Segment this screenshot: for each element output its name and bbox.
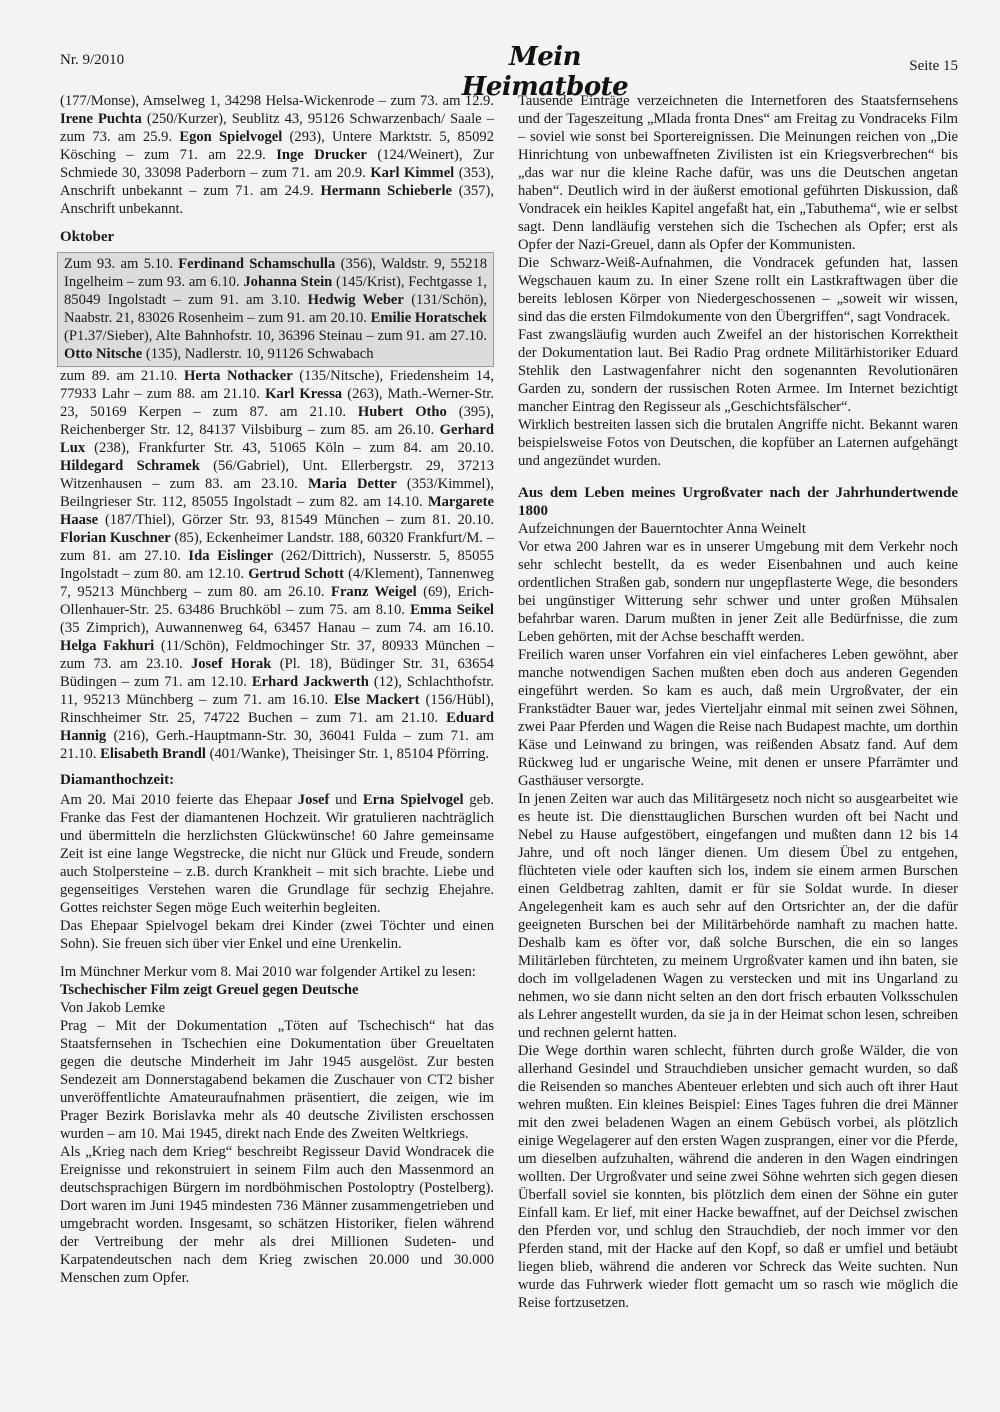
- issue-number: Nr. 9/2010: [60, 52, 125, 68]
- text-run: und: [329, 792, 363, 808]
- text-run: (353), Anschrift unbekannt – zum 71. am 24.9.: [60, 165, 494, 199]
- person-name: Emilie Horatschek: [370, 310, 487, 326]
- person-name: Helga Fakhuri: [60, 638, 155, 654]
- person-name: Erna Spielvogel: [362, 792, 464, 808]
- article-paragraph: Als „Krieg nach dem Krieg“ beschreibt Regisseur David Wondracek die Ereignisse und rekonstruiert in seinem Film auch den Massenmord an deutschsprachigen Bürgern im nordböhmischen Postoloptry (Postelberg). Dort waren im Juni 1945 mindesten 736 Männer zusammengetrieben und umgebracht worden. Insgesamt, so schätzen Historiker, fielen während der Vertreibung der mehr als drei Millionen Sudeten- und Karpatendeutschen nach dem Krieg zwischen 20.000 und 30.000 Menschen zum Opfer.: [60, 1144, 494, 1286]
- person-name: Karl Kimmel: [370, 165, 455, 181]
- story-heading: Aus dem Leben meines Urgroßvater nach der Jahrhundertwende 1800: [518, 485, 958, 519]
- person-name: Elisabeth Brandl: [100, 746, 206, 762]
- person-name: Maria Detter: [307, 476, 397, 492]
- person-name: Erhard Jackwerth: [251, 674, 369, 690]
- text-run: zum 89. am 21.10.: [60, 368, 184, 384]
- text-run: (124/Weinert), Zur Schmiede 30, 33098 Paderborn – zum 71. am 20.9.: [60, 147, 494, 181]
- person-name: Egon Spielvogel: [179, 129, 283, 145]
- person-name: Otto Nitsche: [64, 346, 143, 362]
- text-run: (Pl. 18), Büdinger Str. 31, 63654 Büdingen – zum 71. am 12.10.: [60, 656, 494, 690]
- article-title: Tschechischer Film zeigt Greuel gegen Deutsche: [60, 982, 359, 998]
- text-run: (395), Reichenberger Str. 12, 84137 Vilsbiburg – zum 85. am 26.10.: [60, 404, 494, 438]
- text-run: Am 20. Mai 2010 feierte das Ehepaar: [60, 792, 298, 808]
- right-column: [518, 92, 958, 1312]
- story-subheading: Aufzeichnungen der Bauerntochter Anna Weinelt: [518, 521, 806, 537]
- text-run: (250/Kurzer), Seublitz 43, 95126 Schwarzenbach/ Saale – zum 73. am 25.9.: [60, 111, 494, 145]
- person-name: Eduard Hannig: [60, 710, 494, 744]
- text-run: (353/Kimmel), Beilngrieser Str. 112, 85055 Ingolstadt – zum 82. am 14.10.: [60, 476, 494, 510]
- highlight-box-oktober: [57, 252, 494, 367]
- person-name: Hermann Schieberle: [320, 183, 453, 199]
- text-run: (56/Gabriel), Unt. Ellerbergstr. 29, 37213 Witzenhausen – zum 83. am 23.10.: [60, 458, 494, 492]
- text-run: (85), Eckenheimer Landstr. 188, 60320 Frankfurt/M. – zum 81. am 27.10.: [60, 530, 495, 564]
- person-name: Karl Kressa: [265, 386, 343, 402]
- person-name: Margarete Haase: [60, 494, 494, 528]
- text-run: geb. Franke das Fest der diamantenen Hochzeit. Wir gratulieren nachträglich und übermitteln die herzlichsten Glückwünsche! 60 Jahre gemeinsame Zeit ist eine lange Wegstrecke, die nicht nur Glück und Freude, sondern auch Stolpersteine – z.B. durch Krankheit – mit sich brachte. Liebe und gegenseitiges Verstehen waren die Grundlage für sechzig Ehejahre. Gottes reichster Segen möge Euch weiterhin begleiten.: [60, 792, 495, 916]
- text-run: (4/Klement), Tannenweg 7, 95213 Münchberg – zum 80. am 26.10.: [60, 566, 494, 600]
- person-name: Hedwig Weber: [307, 292, 404, 308]
- text-run: (262/Dittrich), Nusserstr. 5, 85055 Ingolstadt – zum 80. am 12.10.: [60, 548, 494, 582]
- text-run: (131/Schön), Naabstr. 21, 83026 Rosenheim – zum 91. am 20.10.: [64, 292, 487, 326]
- story-paragraph: Freilich waren unser Vorfahren ein viel einfacheres Leben gewöhnt, aber manche notwendigen Sachen mußten eben doch aus anderen Gegenden eingeführt werden. So kam es auch, daß mein Urgroßvater, der ein Frankstädter Bauer war, jedes Vierteljahr einmal mit seinen zwei Söhnen, zwei Paar Pferden und Wagen die Reise nach Budapest machte, um dorthin Käse und Leinwand zu bringen, was reißenden Absatz fand. Auf dem Rückweg lud er ungarische Weine, mit denen er unsere Pfarrämter und Gasthäuser versorgte.: [518, 647, 958, 789]
- person-name: Ferdinand Schamschulla: [178, 256, 336, 272]
- text-run: (356), Waldstr. 9, 55218 Ingelheim – zum 93. am 6.10.: [64, 256, 488, 290]
- article-paragraph: Wirklich bestreiten lassen sich die brutalen Angriffe nicht. Bekannt waren beispielsweise Fotos von Deutschen, die kopfüber an Laternen aufgehängt und angezündet wurden.: [518, 417, 958, 469]
- story-paragraph: Die Wege dorthin waren schlecht, führten durch große Wälder, die von allerhand Gesindel und Strauchdieben unsicher gemacht wurden, so daß die Reisenden so manches Abenteuer erlebten und sich auch oft ihrer Haut wehren mußten. Ein kleines Beispiel: Eines Tages fuhren die drei Männer mit den zwei beladenen Wagen an einem Gebüsch vorbei, als plötzlich einige Wegelagerer auf den ersten Wagen zusprangen, einer vor die Pferde, um dieselben aufzuhalten, während die anderen in den Wagen eindringen wollten. Der Urgroßvater und seine zwei Söhne wehrten sich gegen diesen Überfall soviel sie konnten, bis plötzlich dem einen der Söhne ein guter Einfall kam. Er lief, mit einer Hacke bewaffnet, auf der Deichsel zwischen den Pferden vor, und schlug den Strauchdieb, der noch immer vor den Pferden stand, mit der Hacke auf den Kopf, so daß er umfiel und betäubt liegen blieb, während die anderen vor Schreck das Weite suchten. Nun wurde das Fuhrwerk wieder flott gemacht um so rasch wie möglich die Reise fortzusetzen.: [518, 1043, 958, 1311]
- text-run: (35 Zimprich), Auwannenweg 64, 63457 Hanau – zum 74. am 16.10.: [60, 620, 494, 636]
- text-run: (401/Wanke), Theisinger Str. 1, 85104 Pförring.: [205, 746, 490, 762]
- person-name: Gerhard Lux: [60, 422, 494, 456]
- text-run: (12), Schlachthofstr. 11, 95213 Münchberg – zum 71. am 16.10.: [60, 674, 495, 708]
- page-number: Seite 15: [909, 58, 958, 74]
- person-name: Johanna Stein: [243, 274, 333, 290]
- masthead-logo: Mein Heimatbote: [461, 42, 629, 102]
- text-run: (187/Thiel), Görzer Str. 93, 81549 München – zum 81. 20.10.: [98, 512, 494, 528]
- person-name: Josef Horak: [190, 656, 272, 672]
- left-column: [60, 92, 494, 1287]
- text-run: (293), Untere Marktstr. 5, 85092 Kösching – zum 71. am 22.9.: [60, 129, 494, 163]
- person-name: Emma Seikel: [410, 602, 494, 618]
- birthday-list-september: [60, 92, 494, 218]
- text-run: Zum 93. am 5.10.: [64, 256, 179, 272]
- text-run: (135/Nitsche), Friedensheim 14, 77933 Lahr – zum 88. am 21.10.: [60, 368, 494, 402]
- article-intro: Im Münchner Merkur vom 8. Mai 2010 war folgender Artikel zu lesen:: [60, 964, 476, 980]
- text-run: (11/Schön), Feldmochinger Str. 37, 80933 München – zum 73. am 23.10.: [60, 638, 495, 672]
- text-run: (69), Erich-Ollenhauer-Str. 25. 63486 Bruchköbl – zum 75. am 8.10.: [60, 584, 494, 618]
- person-name: Irene Puchta: [60, 111, 142, 127]
- person-name: Franz Weigel: [331, 584, 417, 600]
- story-paragraph: Vor etwa 200 Jahren war es in unserer Umgebung mit dem Verkehr noch sehr schlecht bestellt, da es weder Eisenbahnen und auch keine ordentlichen Straßen gab, sondern nur ungepflasterte Wege, die besonders bei ungünstiger Witterung sehr schwer und unter großen Mühsalen befahrbar waren. Darum mußten in jener Zeit alle Bedürfnisse, die zum Leben gehörten, mit der Achse beschafft werden.: [518, 539, 958, 645]
- text-run: (238), Frankfurter Str. 43, 51065 Köln – zum 84. am 20.10.: [85, 440, 494, 456]
- text-run: (216), Gerh.-Hauptmann-Str. 30, 36041 Fulda – zum 71. am 21.10.: [60, 728, 494, 762]
- text-run: (145/Krist), Fechtgasse 1, 85049 Ingolstadt – zum 91. am 3.10.: [64, 274, 487, 308]
- birthday-list-oktober: [60, 367, 494, 763]
- text-run: (177/Monse), Amselweg 1, 34298 Helsa-Wickenrode – zum 73. am 12.9.: [60, 93, 494, 109]
- diamanthochzeit-text: [60, 791, 494, 917]
- story-paragraph: In jenen Zeiten war auch das Militärgesetz noch nicht so ausgearbeitet wie es heute ist. Die diensttauglichen Burschen wurden oft bei Nacht und Nebel zu Hause aufgestöbert, eingefangen und mußten dann 12 bis 14 Jahre, und oft noch länger dienen. Um diesem Übel zu entgehen, flüchteten viele oder kauften sich los, indem sie einem armen Burschen einen Geldbetrag zahlten, damit er für sie Soldat wurde. In dieser Angelegenheit kam es auch sehr auf den Ortsrichter an, der die dafür geeigneten Burschen bei der Militärbehörde namhaft zu machen hatte. Deshalb kam es öfter vor, daß solche Burschen, die ein so langes Militärleben fürchteten, zu meinem Urgroßvater kamen und ihn baten, sie doch im vollgeladenen Wagen zu verstecken und mit ins Ungarland zu nehmen, wo sie dann nicht selten an den dort frisch erbauten Volksschulen als Lehrer angestellt wurden, da sie ja in der Heimat schon lesen, schreiben und rechnen gelernt hatten.: [518, 791, 958, 1041]
- person-name: Inge Drucker: [276, 147, 367, 163]
- person-name: Hubert Otho: [357, 404, 447, 420]
- text-run: (P1.37/Sieber), Alte Bahnhofstr. 10, 36396 Steinau – zum 91. am 27.10.: [64, 328, 487, 344]
- diamanthochzeit-children: Das Ehepaar Spielvogel bekam drei Kinder (zwei Töchter und einen Sohn). Sie freuen sich über vier Enkel und eine Urenkelin.: [60, 918, 494, 952]
- text-run: (156/Hübl), Rinschheimer Str. 25, 74722 Buchen – zum 71. am 21.10.: [60, 692, 494, 726]
- article-paragraph: Fast zwangsläufig wurden auch Zweifel an der historischen Korrektheit der Dokumentation laut. Bei Radio Prag ordnete Militärhistoriker Eduard Stehlik den Lastwagenfahrer nicht den sogenannten Revolutionären Garden zu, sondern der russischen Roten Armee. Im Internet bezichtigt mancher Eintrag den Regisseur als „Geschichtsfälscher“.: [518, 327, 958, 415]
- person-name: Ida Eislinger: [188, 548, 274, 564]
- article-paragraph: Die Schwarz-Weiß-Aufnahmen, die Vondracek gefunden hat, lassen Wegschauen kaum zu. In einer Szene rollt ein Lastkraftwagen über die bereits leblosen Körper von Niedergeschossenen – „soweit wir wissen, sind das die ersten Filmdokumente von den Übergriffen“, sagt Vondracek.: [518, 255, 958, 325]
- person-name: Florian Kuschner: [60, 530, 171, 546]
- text-run: (135), Nadlerstr. 10, 91126 Schwabach: [142, 346, 374, 362]
- text-run: (357), Anschrift unbekannt.: [60, 183, 494, 217]
- person-name: Gertrud Schott: [248, 566, 344, 582]
- article-byline: Von Jakob Lemke: [60, 1000, 166, 1016]
- person-name: Herta Nothacker: [183, 368, 293, 384]
- spacer: [60, 953, 494, 963]
- section-heading-diamanthochzeit: Diamanthochzeit:: [60, 772, 175, 788]
- text-run: (263), Math.-Werner-Str. 23, 50169 Kerpen – zum 87. am 21.10.: [60, 386, 494, 420]
- person-name: Hildegard Schramek: [60, 458, 200, 474]
- article-paragraph: Tausende Einträge verzeichneten die Internetforen des Staatsfernsehens und der Tageszeitung „Mlada fronta Dnes“ am Freitag zu Vondraceks Film – soviel wie sonst bei Sportereignissen. Die Meinungen reichen von „Die Hinrichtung von unbewaffneten Zivilisten ist ein Kriegsverbrechen“ bis „das war nur die kleine Rache dafür, was uns die Deutschen angetan haben“. Deutlich wird in der äußerst emotional geführten Diskussion, daß Vondracek ein heikles Kapitel angefaßt hat, ein „Tabuthema“, wie er selbst sagt. Denn landläufig verstehen sich die Tschechen als Opfer; erst als Opfer der Nazi-Greuel, dann als Opfer der Kommunisten.: [518, 93, 958, 253]
- article-paragraph: Prag – Mit der Dokumentation „Töten auf Tschechisch“ hat das Staatsfernsehen in Tschechien eine Dokumentation über Greueltaten gegen die deutsche Minderheit im Jahr 1945 ausgelöst. Zur besten Sendezeit am Donnerstagabend bekamen die Zuschauer von CT2 bisher unveröffentlichte Amateuraufnahmen präsentiert, die zeigen, wie im Prager Bezirk Borislavka mehr als 40 deutsche Zivilisten erschossen wurden – am 10. Mai 1945, direkt nach Ende des Zweiten Weltkriegs.: [60, 1018, 494, 1142]
- section-heading-oktober: Oktober: [60, 229, 115, 245]
- person-name: Else Mackert: [334, 692, 420, 708]
- person-name: Josef: [297, 792, 330, 808]
